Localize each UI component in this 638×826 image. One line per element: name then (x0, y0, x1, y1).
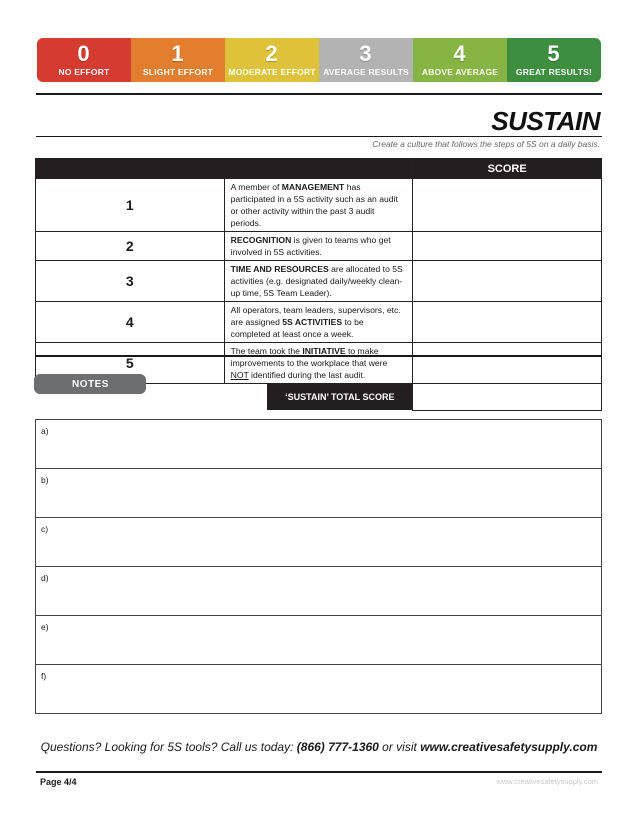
table-header-row (36, 159, 602, 179)
scale-level-2 (225, 38, 319, 82)
footer-website-small: www.creativesafetysupply.com (496, 777, 598, 786)
note-letter: d) (41, 573, 49, 583)
scale-level-0 (37, 38, 131, 82)
divider (36, 355, 602, 357)
desc-text: to be completed at least once a week. (230, 317, 364, 339)
note-letter: f) (41, 671, 47, 681)
score-header: SCORE (413, 159, 602, 179)
section-subtitle: Create a culture that follows the steps of 5S on a daily basis. (372, 139, 600, 149)
scale-label: ABOVE AVERAGE (421, 67, 499, 77)
desc-text: are allocated to 5S activities (e.g. designated daily/weekly clean-up time, 5S Team Leader). (230, 264, 403, 298)
note-line-c[interactable] (36, 518, 601, 567)
desc-keyword: MANAGEMENT (281, 182, 345, 192)
scale-number: 3 (359, 41, 373, 66)
desc-keyword: 5S ACTIVITIES (282, 317, 343, 327)
scale-level-4 (413, 38, 507, 82)
table-row (36, 302, 602, 343)
score-input[interactable] (413, 343, 602, 384)
score-input[interactable] (413, 261, 602, 302)
desc-text: All operators, team leaders, supervisors, etc. are assigned (230, 305, 401, 327)
scale-number: 0 (77, 41, 91, 66)
scale-number: 5 (547, 41, 561, 66)
item-description (224, 261, 413, 302)
item-description (224, 232, 413, 261)
desc-text: is given to teams who get involved in 5S activities. (230, 235, 391, 257)
item-number: 2 (36, 232, 225, 261)
divider (36, 771, 602, 773)
scale-level-3 (319, 38, 413, 82)
item-number: 5 (36, 343, 225, 384)
score-input[interactable] (413, 179, 602, 232)
scale-number: 1 (171, 41, 185, 66)
note-letter: b) (41, 475, 49, 485)
footer-website-link[interactable]: www.creativesafetysupply.com (420, 740, 598, 754)
scale-level-5 (507, 38, 601, 82)
score-input[interactable] (413, 302, 602, 343)
divider (36, 93, 602, 95)
scale-level-1 (131, 38, 225, 82)
table-row (36, 179, 602, 232)
notes-tab: NOTES (34, 374, 146, 394)
desc-emphasis: NOT (230, 370, 249, 380)
scale-label: SLIGHT EFFORT (142, 67, 214, 77)
desc-keyword: RECOGNITION (230, 235, 292, 245)
footer-question-text: Questions? Looking for 5S tools? Call us today: (40, 740, 297, 754)
footer-question (0, 740, 638, 754)
desc-text: identified during the last audit. (248, 370, 366, 380)
total-score-input[interactable] (413, 384, 602, 411)
scale-number: 2 (265, 41, 279, 66)
table-row (36, 261, 602, 302)
note-letter: e) (41, 622, 49, 632)
note-line-e[interactable] (36, 616, 601, 665)
desc-keyword: TIME AND RESOURCES (230, 264, 329, 274)
footer-or-visit: or visit (378, 740, 421, 754)
total-score-label: ‘SUSTAIN’ TOTAL SCORE (267, 384, 412, 410)
note-line-d[interactable] (36, 567, 601, 616)
item-number: 3 (36, 261, 225, 302)
divider (36, 136, 602, 137)
notes-box (35, 419, 602, 714)
section-title: SUSTAIN (491, 106, 600, 136)
page-number: Page 4/4 (40, 777, 77, 787)
note-line-f[interactable] (36, 665, 601, 713)
item-description (224, 179, 413, 232)
header-blank (36, 159, 413, 179)
footer-phone[interactable]: (866) 777-1360 (296, 740, 379, 754)
note-letter: a) (41, 426, 49, 436)
item-description (224, 343, 413, 384)
scale-label: AVERAGE RESULTS (323, 67, 409, 77)
score-input[interactable] (413, 232, 602, 261)
item-description (224, 302, 413, 343)
note-letter: c) (41, 524, 49, 534)
table-row (36, 232, 602, 261)
note-line-b[interactable] (36, 469, 601, 518)
desc-text: The team took the (230, 346, 303, 356)
scale-label: GREAT RESULTS! (515, 67, 593, 77)
desc-text: A member of (230, 182, 282, 192)
desc-text: has participated in a 5S activity such as an audit or other activity within the past 3 audit periods. (230, 182, 398, 228)
item-number: 4 (36, 302, 225, 343)
rating-scale (37, 38, 601, 82)
desc-text: to make improvements to the workplace that were (230, 346, 388, 368)
scale-label: NO EFFORT (58, 67, 110, 77)
desc-keyword: INITIATIVE (302, 346, 346, 356)
scale-number: 4 (453, 41, 467, 66)
note-line-a[interactable] (36, 420, 601, 469)
item-number: 1 (36, 179, 225, 232)
scale-label: MODERATE EFFORT (228, 67, 316, 77)
